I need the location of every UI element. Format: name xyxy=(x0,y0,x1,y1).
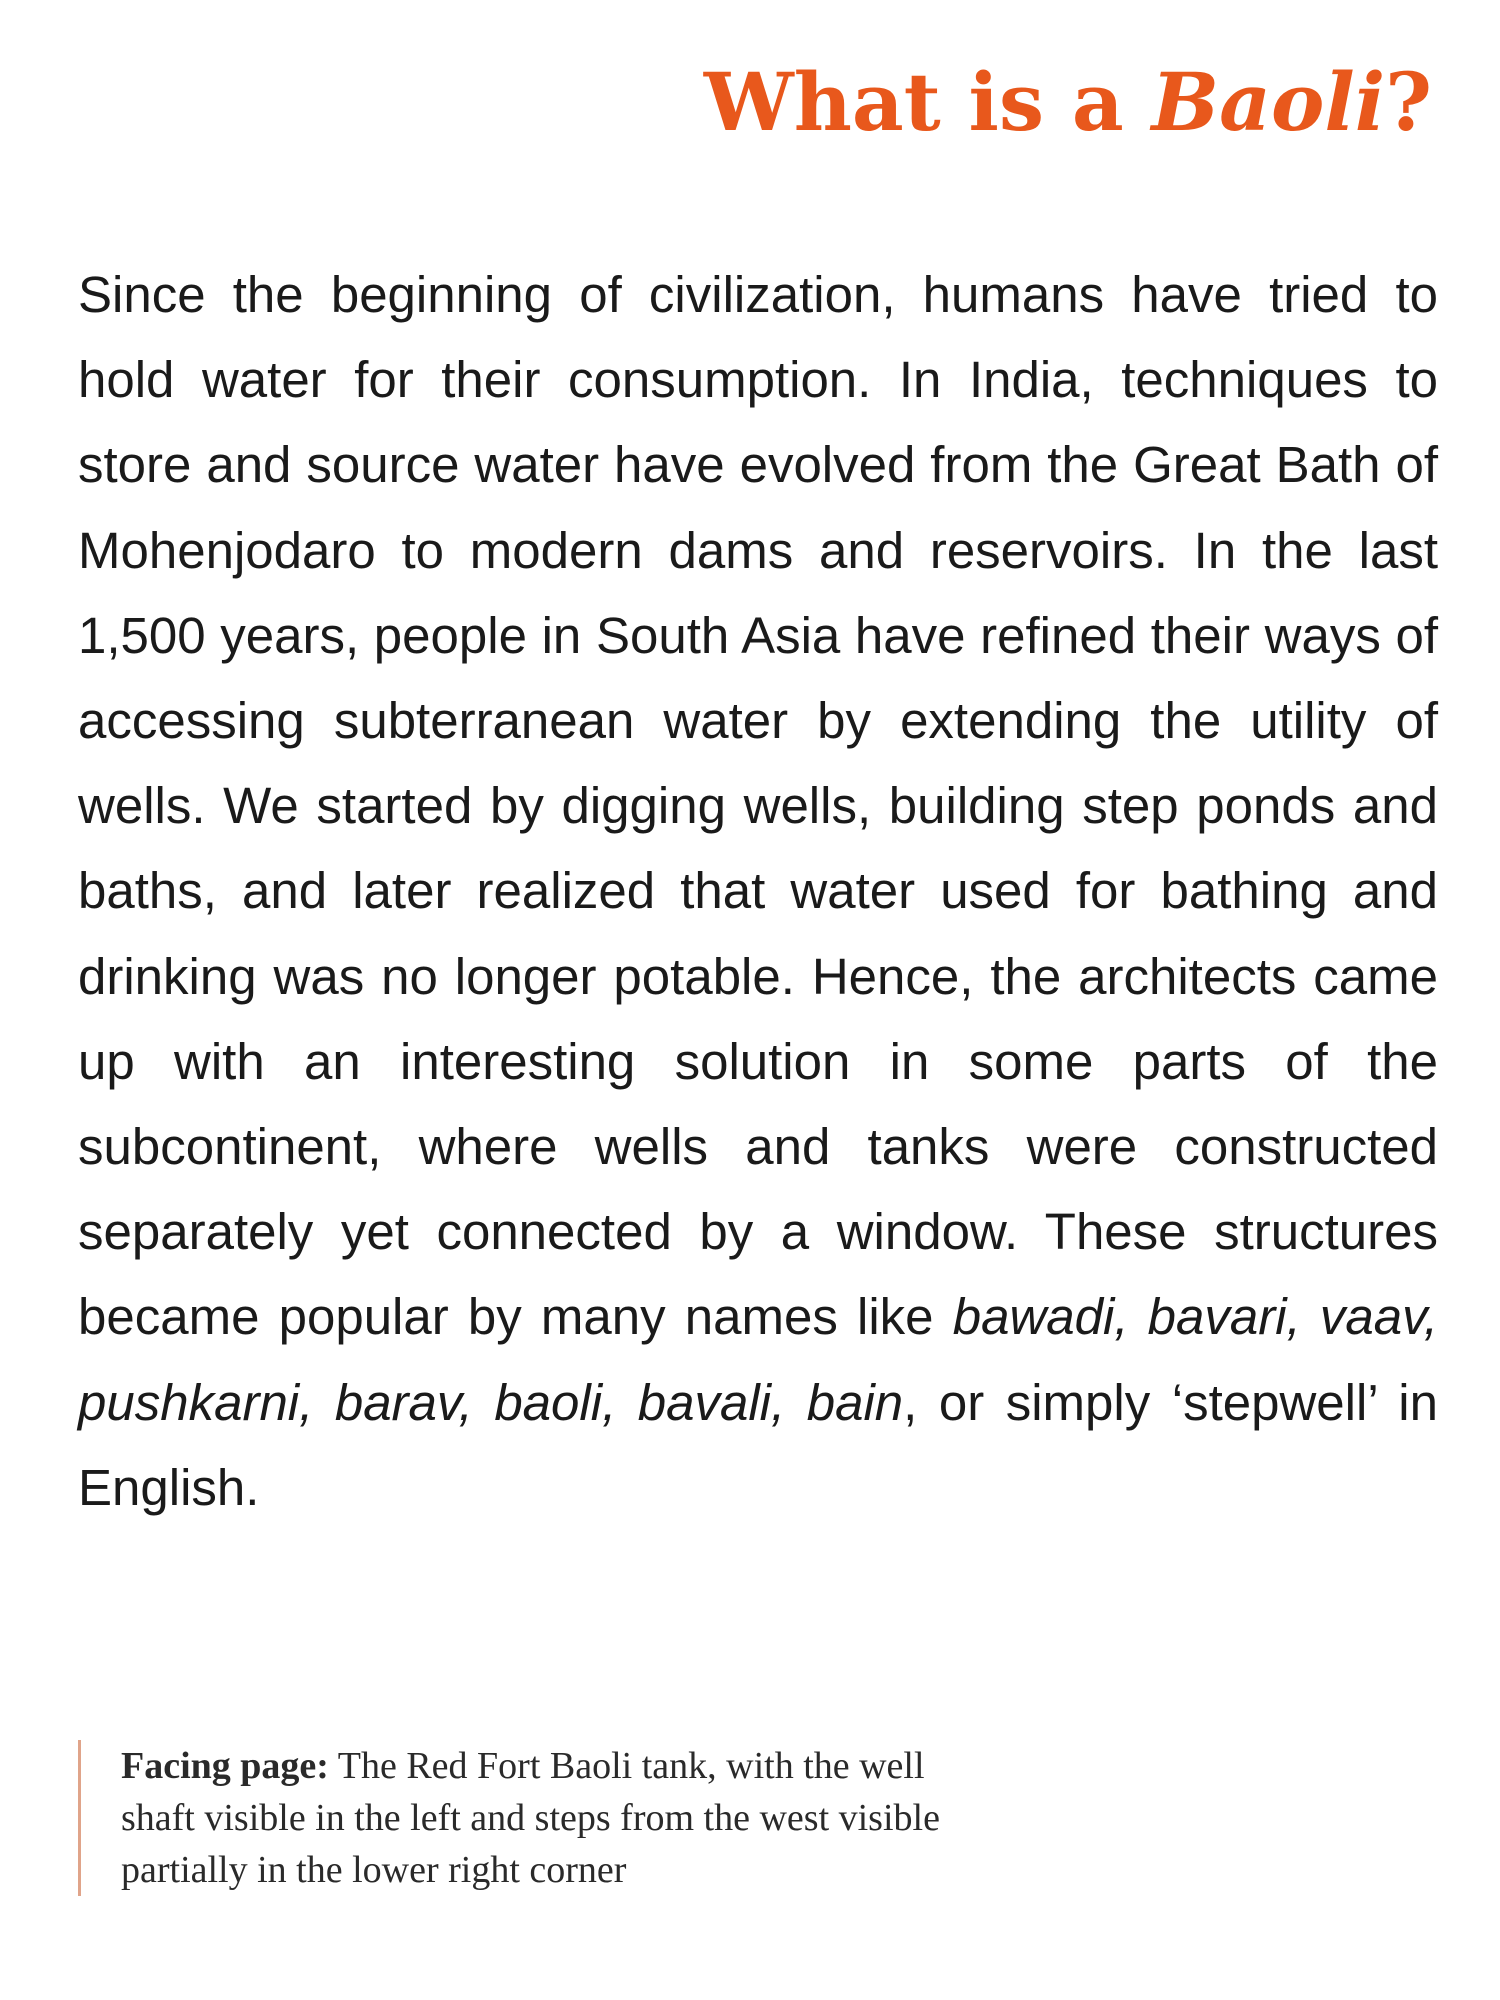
page-title xyxy=(703,55,1432,149)
caption-lead: Facing page: xyxy=(121,1745,329,1787)
title-prefix: What is a xyxy=(703,55,1152,149)
title-emphasis: Baoli xyxy=(1151,55,1386,149)
body-ending-text: , or simply ‘stepwell’ in English. xyxy=(78,1373,1438,1516)
body-main-text: Since the beginning of civilization, humans have tried to hold water for their consumption. In India, techniques to store and source water have evolved from the Great Bath of Mohenjodaro to modern dams and reservoirs. In the last 1,500 years, people in South Asia have refined their ways of accessing subterranean water by extending the utility of wells. We started by digging wells, building step ponds and baths, and later realized that water used for bathing and drinking was no longer potable. Hence, the architects came up with an interesting solution in some parts of the subcontinent, where wells and tanks were constructed separately yet connected by a window. These structures became popular by many names like xyxy=(78,266,1438,1346)
caption-text: The Red Fort Baoli tank, with the well shaft visible in the left and steps from the west visible partially in the lower right corner xyxy=(121,1745,940,1891)
body-stepwell-names: bawadi, bavari, vaav, pushkarni, barav, baoli, bavali, bain xyxy=(78,1288,1439,1431)
body-paragraph xyxy=(78,252,1438,1530)
title-suffix: ? xyxy=(1385,55,1432,149)
photo-caption xyxy=(78,1740,961,1896)
